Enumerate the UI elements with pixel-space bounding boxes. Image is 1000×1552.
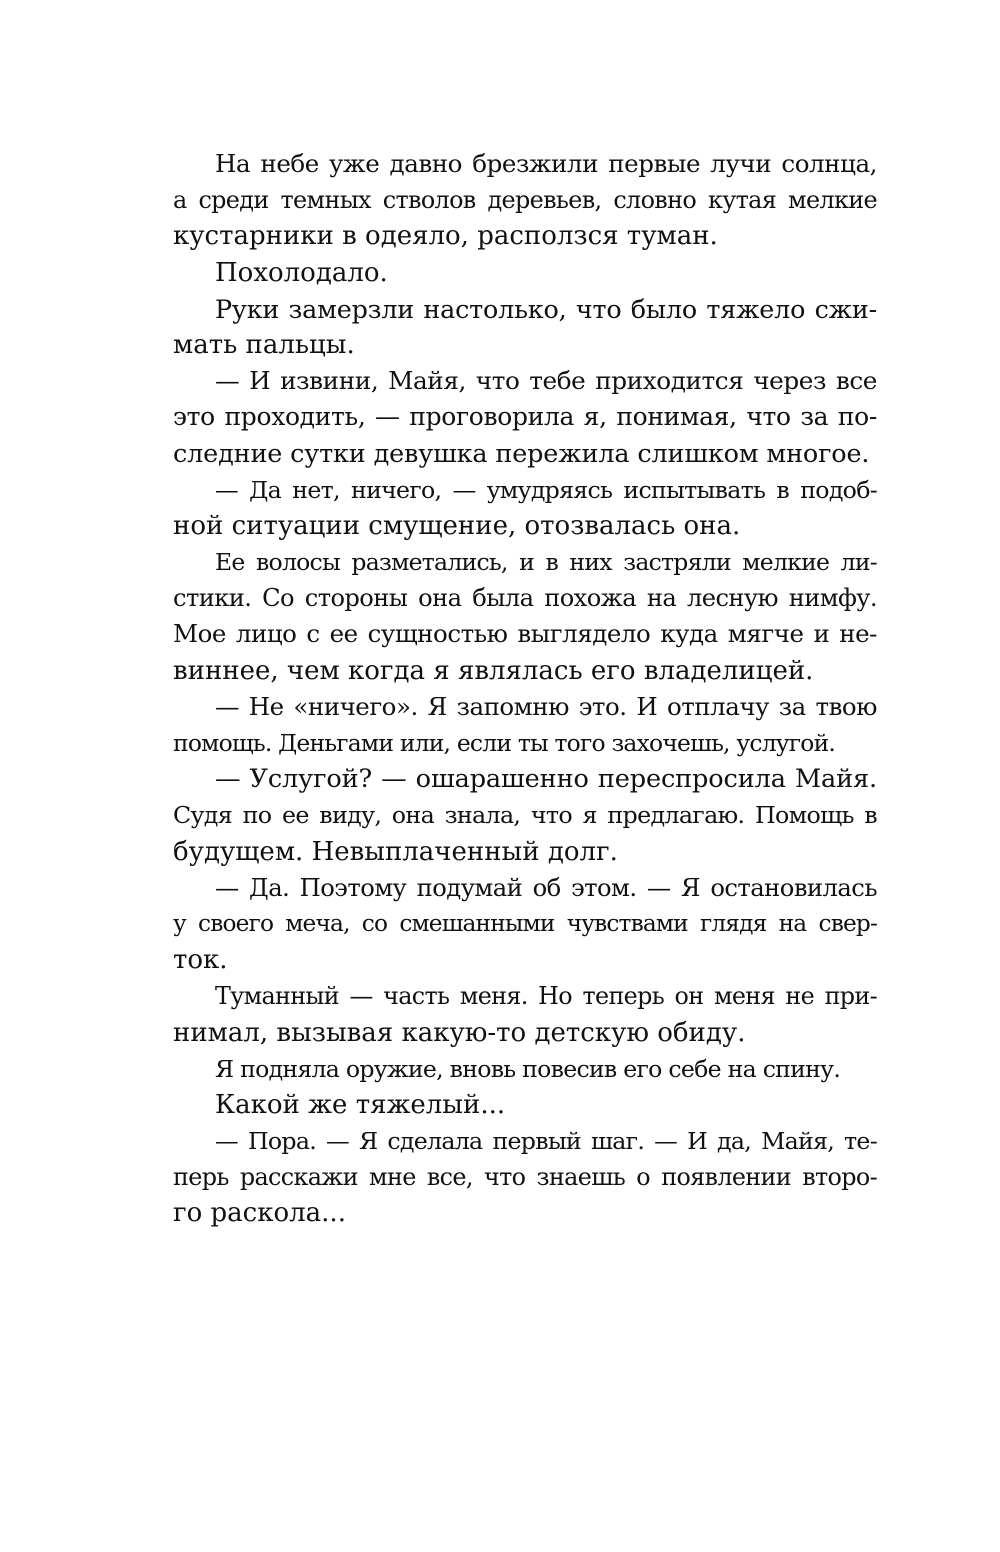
text-line: ток. bbox=[173, 945, 228, 976]
text-line: виннее, чем когда я являлась его владелицей. bbox=[173, 655, 814, 686]
text-line: мать пальцы. bbox=[173, 329, 355, 360]
paragraph bbox=[173, 761, 877, 870]
paragraph bbox=[173, 870, 877, 979]
text-line: Похолодало. bbox=[215, 257, 388, 288]
paragraph bbox=[173, 1051, 877, 1087]
paragraph bbox=[173, 255, 877, 291]
paragraph bbox=[173, 363, 877, 472]
text-line: — И извини, Майя, что тебе приходится через все bbox=[215, 366, 877, 396]
text-line: а среди темных стволов деревьев, словно кутая мелкие bbox=[173, 186, 877, 215]
text-line: ной ситуации смущение, отозвалась она. bbox=[173, 510, 741, 541]
text-line: перь расскажи мне все, что знаешь о появлении второ- bbox=[173, 1163, 877, 1192]
text-line: — Услугой? — ошарашенно переспросила Майя. bbox=[215, 764, 877, 795]
text-line: Судя по ее виду, она знала, что я предлагаю. Помощь в bbox=[173, 801, 877, 830]
paragraph bbox=[173, 472, 877, 544]
text-line: — Не «ничего». Я запомню это. И отплачу за твою bbox=[215, 691, 877, 721]
text-line: Какой же тяжелый... bbox=[215, 1089, 506, 1120]
paragraph bbox=[173, 544, 877, 689]
body-text bbox=[173, 146, 877, 1232]
text-line: На небе уже давно брезжили первые лучи солнца, bbox=[215, 149, 877, 178]
paragraph bbox=[173, 1123, 877, 1232]
text-line: будущем. Невыплаченный долг. bbox=[173, 836, 618, 867]
text-line: — Да нет, ничего, — умудряясь испытывать в подоб- bbox=[215, 475, 877, 504]
text-line: у своего меча, со смешанными чувствами глядя на свер- bbox=[173, 909, 877, 937]
paragraph bbox=[173, 689, 877, 761]
text-line: Мое лицо с ее сущностью выглядело куда мягче и не- bbox=[173, 619, 877, 649]
text-line: стики. Со стороны она была похожа на лесную нимфу. bbox=[173, 584, 877, 613]
text-line: следние сутки девушка пережила слишком многое. bbox=[173, 438, 870, 469]
paragraph bbox=[173, 1087, 877, 1123]
text-line: Ее волосы разметались, и в них застряли мелкие ли- bbox=[215, 548, 877, 577]
paragraph bbox=[173, 978, 877, 1050]
text-line: Туманный — часть меня. Но теперь он меня не при- bbox=[215, 982, 877, 1011]
text-line: Руки замерзли настолько, что было тяжело сжи- bbox=[215, 293, 877, 324]
text-line: нимал, вызывая какую-то детскую обиду. bbox=[173, 1017, 746, 1048]
text-line: — Да. Поэтому подумай об этом. — Я остановилась bbox=[215, 872, 877, 902]
text-line: — Пора. — Я сделала первый шаг. — И да, Майя, те- bbox=[215, 1127, 877, 1156]
text-line: Я подняла оружие, вновь повесив его себе на спину. bbox=[215, 1054, 841, 1083]
paragraph bbox=[173, 291, 877, 363]
text-line: го раскола... bbox=[173, 1198, 346, 1229]
text-line: помощь. Деньгами или, если ты того захочешь, услугой. bbox=[173, 729, 836, 757]
text-line: это проходить, — проговорила я, понимая, что за по- bbox=[173, 402, 877, 432]
text-line: кустарники в одеяло, расползся туман. bbox=[173, 221, 718, 252]
paragraph bbox=[173, 146, 877, 255]
